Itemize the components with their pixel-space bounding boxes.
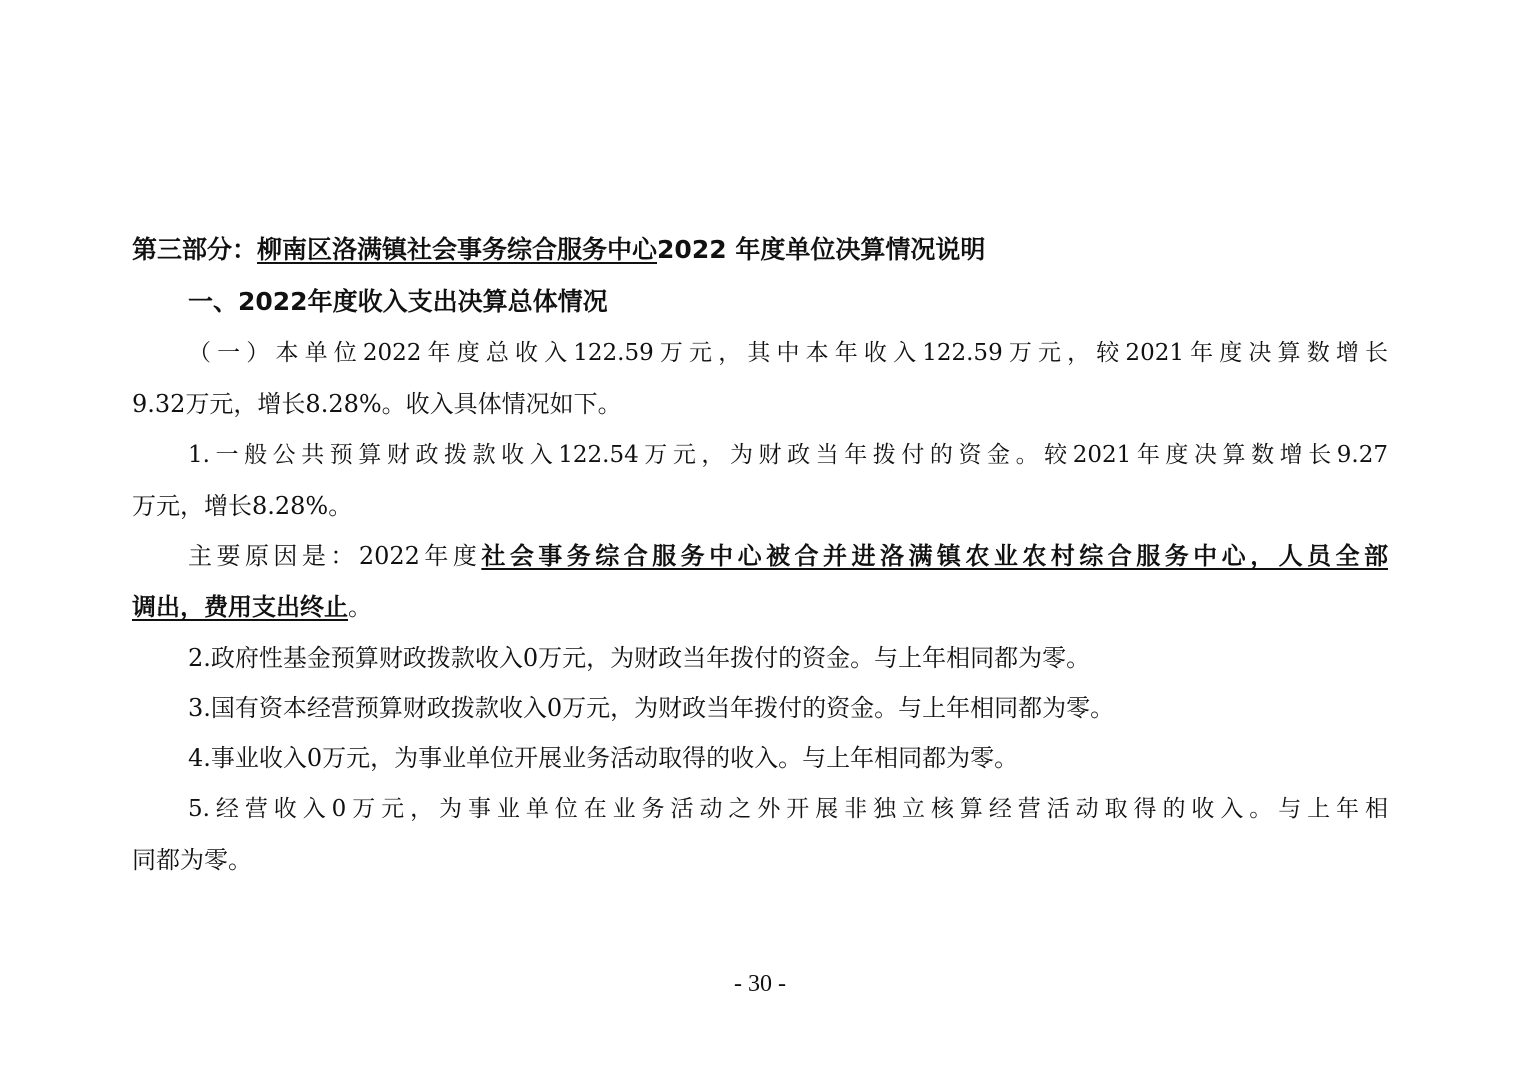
page-number: - 30 -: [734, 971, 786, 997]
reason-paragraph-line2: [132, 591, 372, 623]
item5-paragraph-line2: 同都为零。: [132, 846, 252, 874]
part-heading-suffix: 2022 年度单位决算情况说明: [657, 235, 986, 264]
item2-paragraph: 2.政府性基金预算财政拨款收入0万元，为财政当年拨付的资金。与上年相同都为零。: [188, 644, 1091, 672]
item4-paragraph: 4.事业收入0万元，为事业单位开展业务活动取得的收入。与上年相同都为零。: [188, 744, 1019, 772]
item1-paragraph-line1: 1.一般公共预算财政拨款收入122.54万元，为财政当年拨付的资金。较2021年度决算数增长9.27: [188, 442, 1388, 468]
reason-end: 。: [348, 593, 372, 621]
part-heading: [132, 234, 985, 266]
reason-prefix: 主要原因是：2022年度: [188, 542, 482, 570]
total-income-paragraph-line2: 9.32万元，增长8.28%。收入具体情况如下。: [132, 390, 622, 418]
item5-paragraph-line1: 5.经营收入0万元，为事业单位在业务活动之外开展非独立核算经营活动取得的收入。与上年相: [188, 796, 1388, 822]
item3-paragraph: 3.国有资本经营预算财政拨款收入0万元，为财政当年拨付的资金。与上年相同都为零。: [188, 694, 1115, 722]
part-heading-prefix: 第三部分：: [132, 235, 258, 264]
item1-paragraph-line2: 万元，增长8.28%。: [132, 492, 353, 520]
section-title: 一、2022年度收入支出决算总体情况: [188, 287, 608, 316]
reason-underlined-text: 社会事务综合服务中心被合并进洛满镇农业农村综合服务中心，人员全部: [481, 542, 1389, 570]
reason-underlined-text-end: 调出，费用支出终止: [132, 593, 348, 621]
reason-paragraph-line1: [188, 540, 1388, 572]
unit-name: 柳南区洛满镇社会事务综合服务中心: [257, 235, 658, 264]
total-income-paragraph-line1: （一）本单位2022年度总收入122.59万元，其中本年收入122.59万元，较2021年度决算数增长: [188, 340, 1388, 366]
